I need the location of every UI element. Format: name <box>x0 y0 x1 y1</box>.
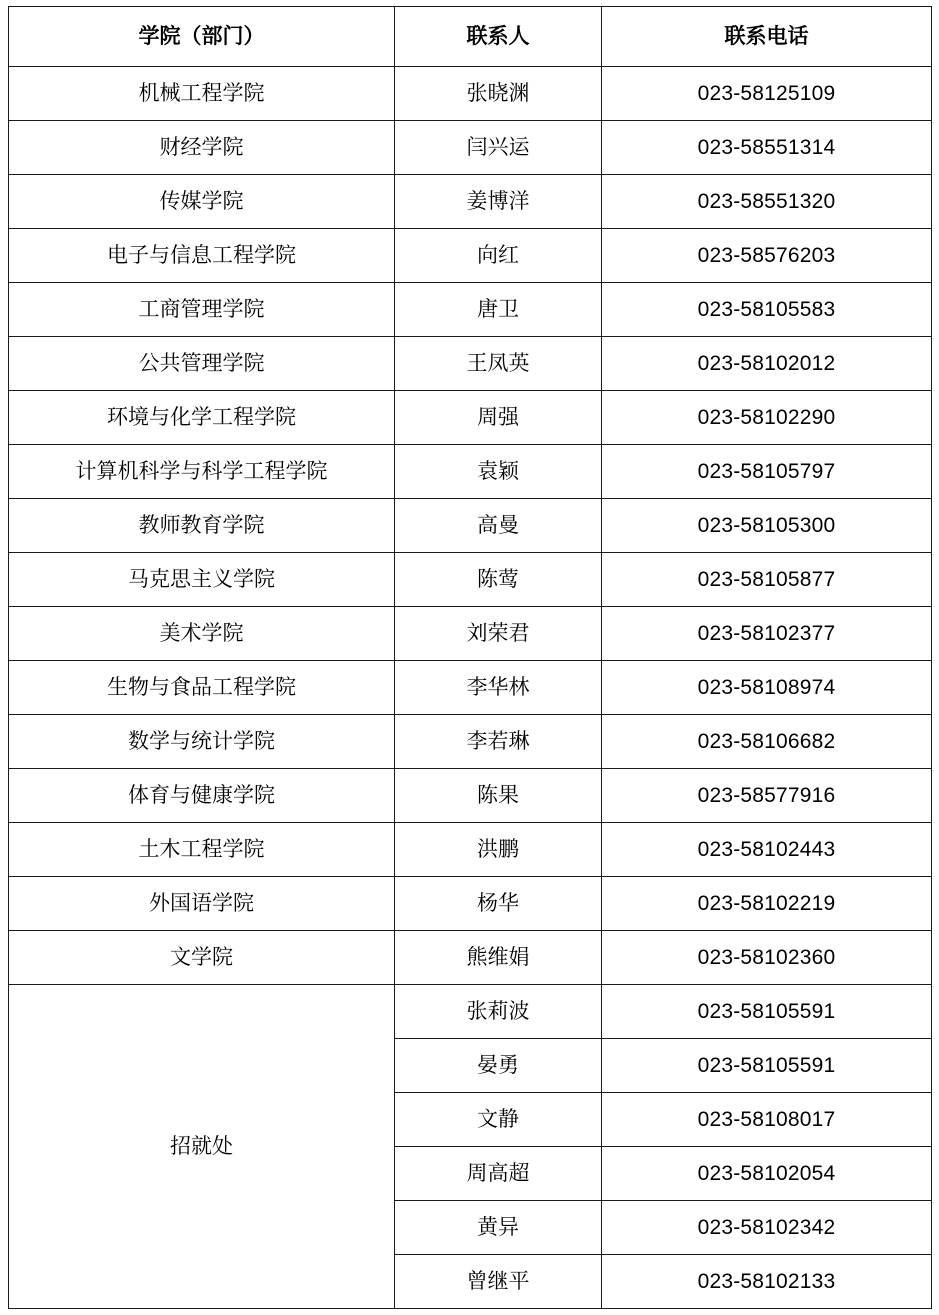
cell-person: 曾继平 <box>395 1255 602 1309</box>
cell-department: 体育与健康学院 <box>9 769 395 823</box>
cell-person: 姜博洋 <box>395 175 602 229</box>
cell-phone: 023-58108017 <box>602 1093 932 1147</box>
cell-phone: 023-58102012 <box>602 337 932 391</box>
cell-phone: 023-58105591 <box>602 985 932 1039</box>
table-row <box>9 175 932 229</box>
table-row <box>9 823 932 877</box>
cell-phone: 023-58102360 <box>602 931 932 985</box>
cell-phone: 023-58577916 <box>602 769 932 823</box>
cell-department: 外国语学院 <box>9 877 395 931</box>
table-row <box>9 283 932 337</box>
contact-table <box>8 6 932 1309</box>
cell-department: 马克思主义学院 <box>9 553 395 607</box>
table-row <box>9 877 932 931</box>
cell-person: 黄异 <box>395 1201 602 1255</box>
cell-phone: 023-58108974 <box>602 661 932 715</box>
cell-department: 招就处 <box>9 985 395 1309</box>
table-row <box>9 553 932 607</box>
cell-person: 王凤英 <box>395 337 602 391</box>
cell-phone: 023-58102342 <box>602 1201 932 1255</box>
cell-person: 李若琳 <box>395 715 602 769</box>
cell-department: 财经学院 <box>9 121 395 175</box>
cell-phone: 023-58105797 <box>602 445 932 499</box>
table-row <box>9 769 932 823</box>
cell-phone: 023-58106682 <box>602 715 932 769</box>
table-row <box>9 931 932 985</box>
cell-person: 李华林 <box>395 661 602 715</box>
table-row <box>9 499 932 553</box>
cell-person: 高曼 <box>395 499 602 553</box>
cell-phone: 023-58105300 <box>602 499 932 553</box>
cell-department: 工商管理学院 <box>9 283 395 337</box>
table-row <box>9 391 932 445</box>
cell-person: 文静 <box>395 1093 602 1147</box>
cell-department: 环境与化学工程学院 <box>9 391 395 445</box>
cell-phone: 023-58102377 <box>602 607 932 661</box>
cell-person: 闫兴运 <box>395 121 602 175</box>
cell-phone: 023-58105583 <box>602 283 932 337</box>
table-row <box>9 229 932 283</box>
cell-person: 陈果 <box>395 769 602 823</box>
cell-person: 袁颖 <box>395 445 602 499</box>
table-header-row <box>9 7 932 67</box>
cell-phone: 023-58125109 <box>602 67 932 121</box>
cell-person: 唐卫 <box>395 283 602 337</box>
cell-phone: 023-58102219 <box>602 877 932 931</box>
table-row <box>9 715 932 769</box>
cell-department: 传媒学院 <box>9 175 395 229</box>
table-row <box>9 985 932 1039</box>
column-header-department: 学院（部门） <box>9 7 395 67</box>
cell-phone: 023-58102054 <box>602 1147 932 1201</box>
cell-phone: 023-58551320 <box>602 175 932 229</box>
table-row <box>9 607 932 661</box>
cell-phone: 023-58102133 <box>602 1255 932 1309</box>
cell-person: 张晓渊 <box>395 67 602 121</box>
cell-department: 计算机科学与科学工程学院 <box>9 445 395 499</box>
table-row <box>9 67 932 121</box>
cell-person: 晏勇 <box>395 1039 602 1093</box>
cell-department: 土木工程学院 <box>9 823 395 877</box>
cell-phone: 023-58102290 <box>602 391 932 445</box>
cell-person: 洪鹏 <box>395 823 602 877</box>
cell-department: 文学院 <box>9 931 395 985</box>
cell-phone: 023-58105591 <box>602 1039 932 1093</box>
cell-person: 向红 <box>395 229 602 283</box>
cell-person: 陈莺 <box>395 553 602 607</box>
cell-phone: 023-58576203 <box>602 229 932 283</box>
cell-person: 周强 <box>395 391 602 445</box>
table-row <box>9 661 932 715</box>
cell-department: 生物与食品工程学院 <box>9 661 395 715</box>
cell-department: 电子与信息工程学院 <box>9 229 395 283</box>
cell-department: 机械工程学院 <box>9 67 395 121</box>
cell-person: 周高超 <box>395 1147 602 1201</box>
cell-person: 杨华 <box>395 877 602 931</box>
cell-department: 数学与统计学院 <box>9 715 395 769</box>
cell-phone: 023-58105877 <box>602 553 932 607</box>
table-row <box>9 121 932 175</box>
cell-person: 张莉波 <box>395 985 602 1039</box>
cell-person: 熊维娟 <box>395 931 602 985</box>
cell-department: 公共管理学院 <box>9 337 395 391</box>
table-row <box>9 445 932 499</box>
cell-department: 教师教育学院 <box>9 499 395 553</box>
cell-phone: 023-58551314 <box>602 121 932 175</box>
column-header-phone: 联系电话 <box>602 7 932 67</box>
table-body <box>9 7 932 1309</box>
column-header-contact-person: 联系人 <box>395 7 602 67</box>
cell-department: 美术学院 <box>9 607 395 661</box>
table-row <box>9 337 932 391</box>
cell-person: 刘荣君 <box>395 607 602 661</box>
cell-phone: 023-58102443 <box>602 823 932 877</box>
